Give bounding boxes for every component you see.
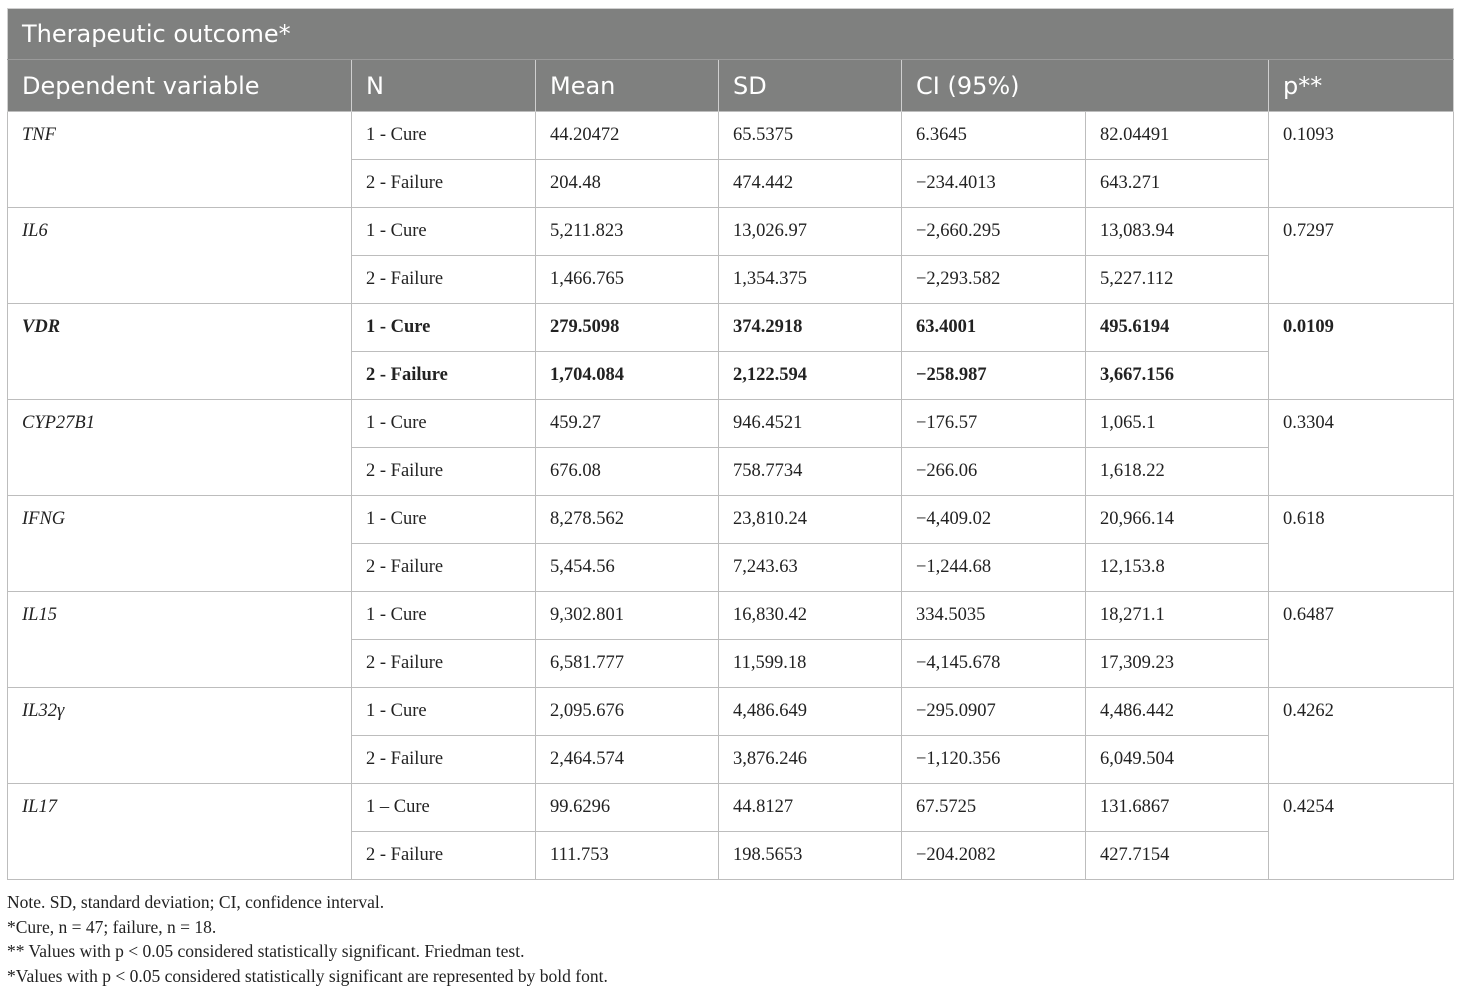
ci-low-cell: −234.4013	[902, 160, 1086, 208]
ci-low-cell: −1,244.68	[902, 544, 1086, 592]
note-line: Note. SD, standard deviation; CI, confidence interval.	[7, 892, 385, 912]
n-cell: 2 - Failure	[352, 160, 536, 208]
mean-cell: 459.27	[536, 400, 719, 448]
sd-cell: 16,830.42	[719, 592, 902, 640]
sd-cell: 946.4521	[719, 400, 902, 448]
ci-high-cell: 18,271.1	[1086, 592, 1269, 640]
results-table	[7, 8, 1454, 880]
mean-cell: 204.48	[536, 160, 719, 208]
sd-cell: 474.442	[719, 160, 902, 208]
p-value-cell: 0.4254	[1269, 784, 1454, 880]
table-notes	[7, 890, 608, 988]
table-row	[8, 496, 1454, 544]
ci-low-cell: 6.3645	[902, 112, 1086, 160]
table-title-row	[8, 9, 1454, 60]
mean-cell: 44.20472	[536, 112, 719, 160]
mean-cell: 1,466.765	[536, 256, 719, 304]
n-cell: 2 - Failure	[352, 448, 536, 496]
n-cell: 1 - Cure	[352, 592, 536, 640]
ci-high-cell: 131.6867	[1086, 784, 1269, 832]
header-p: p**	[1269, 60, 1454, 112]
header-mean: Mean	[536, 60, 719, 112]
sd-cell: 11,599.18	[719, 640, 902, 688]
ci-low-cell: −2,293.582	[902, 256, 1086, 304]
variable-cell: IL17	[8, 784, 352, 880]
mean-cell: 99.6296	[536, 784, 719, 832]
ci-high-cell: 1,618.22	[1086, 448, 1269, 496]
ci-low-cell: 334.5035	[902, 592, 1086, 640]
ci-high-cell: 427.7154	[1086, 832, 1269, 880]
header-sd: SD	[719, 60, 902, 112]
table-row	[8, 208, 1454, 256]
n-cell: 1 - Cure	[352, 112, 536, 160]
table-row	[8, 400, 1454, 448]
mean-cell: 1,704.084	[536, 352, 719, 400]
n-cell: 1 - Cure	[352, 304, 536, 352]
table-title: Therapeutic outcome*	[8, 9, 1454, 60]
p-value-cell: 0.0109	[1269, 304, 1454, 400]
mean-cell: 111.753	[536, 832, 719, 880]
sd-cell: 65.5375	[719, 112, 902, 160]
sd-cell: 4,486.649	[719, 688, 902, 736]
ci-high-cell: 643.271	[1086, 160, 1269, 208]
ci-high-cell: 20,966.14	[1086, 496, 1269, 544]
ci-high-cell: 495.6194	[1086, 304, 1269, 352]
mean-cell: 2,464.574	[536, 736, 719, 784]
n-cell: 2 - Failure	[352, 832, 536, 880]
header-n: N	[352, 60, 536, 112]
note-line: *Values with p < 0.05 considered statistically significant are represented by bold font.	[7, 965, 608, 986]
table-row	[8, 304, 1454, 352]
mean-cell: 6,581.777	[536, 640, 719, 688]
table-row	[8, 688, 1454, 736]
sd-cell: 23,810.24	[719, 496, 902, 544]
mean-cell: 676.08	[536, 448, 719, 496]
ci-high-cell: 1,065.1	[1086, 400, 1269, 448]
sd-cell: 13,026.97	[719, 208, 902, 256]
table-row	[8, 784, 1454, 832]
variable-cell: IL32γ	[8, 688, 352, 784]
mean-cell: 2,095.676	[536, 688, 719, 736]
header-ci: CI (95%)	[902, 60, 1269, 112]
ci-low-cell: −266.06	[902, 448, 1086, 496]
p-value-cell: 0.4262	[1269, 688, 1454, 784]
n-cell: 1 - Cure	[352, 400, 536, 448]
ci-low-cell: −4,145.678	[902, 640, 1086, 688]
ci-high-cell: 6,049.504	[1086, 736, 1269, 784]
p-value-cell: 0.6487	[1269, 592, 1454, 688]
p-value-cell: 0.618	[1269, 496, 1454, 592]
table-row	[8, 112, 1454, 160]
variable-cell: TNF	[8, 112, 352, 208]
ci-low-cell: −1,120.356	[902, 736, 1086, 784]
ci-low-cell: −2,660.295	[902, 208, 1086, 256]
n-cell: 2 - Failure	[352, 544, 536, 592]
ci-high-cell: 5,227.112	[1086, 256, 1269, 304]
mean-cell: 5,211.823	[536, 208, 719, 256]
ci-high-cell: 12,153.8	[1086, 544, 1269, 592]
variable-cell: CYP27B1	[8, 400, 352, 496]
note-line: *Cure, n = 47; failure, n = 18.	[7, 916, 217, 937]
header-dependent-variable: Dependent variable	[8, 60, 352, 112]
mean-cell: 9,302.801	[536, 592, 719, 640]
n-cell: 1 - Cure	[352, 496, 536, 544]
variable-cell: IL6	[8, 208, 352, 304]
ci-low-cell: −258.987	[902, 352, 1086, 400]
ci-low-cell: −295.0907	[902, 688, 1086, 736]
note-line: ** Values with p < 0.05 considered statistically significant. Friedman test.	[7, 941, 525, 961]
table-header-row	[8, 60, 1454, 112]
n-cell: 2 - Failure	[352, 256, 536, 304]
ci-high-cell: 3,667.156	[1086, 352, 1269, 400]
sd-cell: 198.5653	[719, 832, 902, 880]
n-cell: 2 - Failure	[352, 736, 536, 784]
sd-cell: 3,876.246	[719, 736, 902, 784]
ci-high-cell: 4,486.442	[1086, 688, 1269, 736]
sd-cell: 7,243.63	[719, 544, 902, 592]
sd-cell: 374.2918	[719, 304, 902, 352]
variable-cell: VDR	[8, 304, 352, 400]
ci-low-cell: −4,409.02	[902, 496, 1086, 544]
sd-cell: 758.7734	[719, 448, 902, 496]
p-value-cell: 0.7297	[1269, 208, 1454, 304]
ci-low-cell: −176.57	[902, 400, 1086, 448]
ci-low-cell: −204.2082	[902, 832, 1086, 880]
mean-cell: 8,278.562	[536, 496, 719, 544]
variable-cell: IL15	[8, 592, 352, 688]
n-cell: 1 - Cure	[352, 208, 536, 256]
n-cell: 1 - Cure	[352, 688, 536, 736]
ci-high-cell: 13,083.94	[1086, 208, 1269, 256]
results-table-container	[7, 8, 1453, 880]
table-body	[8, 112, 1454, 880]
sd-cell: 2,122.594	[719, 352, 902, 400]
n-cell: 1 – Cure	[352, 784, 536, 832]
ci-high-cell: 82.04491	[1086, 112, 1269, 160]
ci-high-cell: 17,309.23	[1086, 640, 1269, 688]
variable-cell: IFNG	[8, 496, 352, 592]
n-cell: 2 - Failure	[352, 352, 536, 400]
sd-cell: 44.8127	[719, 784, 902, 832]
ci-low-cell: 63.4001	[902, 304, 1086, 352]
mean-cell: 279.5098	[536, 304, 719, 352]
n-cell: 2 - Failure	[352, 640, 536, 688]
sd-cell: 1,354.375	[719, 256, 902, 304]
ci-low-cell: 67.5725	[902, 784, 1086, 832]
mean-cell: 5,454.56	[536, 544, 719, 592]
table-row	[8, 592, 1454, 640]
p-value-cell: 0.3304	[1269, 400, 1454, 496]
p-value-cell: 0.1093	[1269, 112, 1454, 208]
